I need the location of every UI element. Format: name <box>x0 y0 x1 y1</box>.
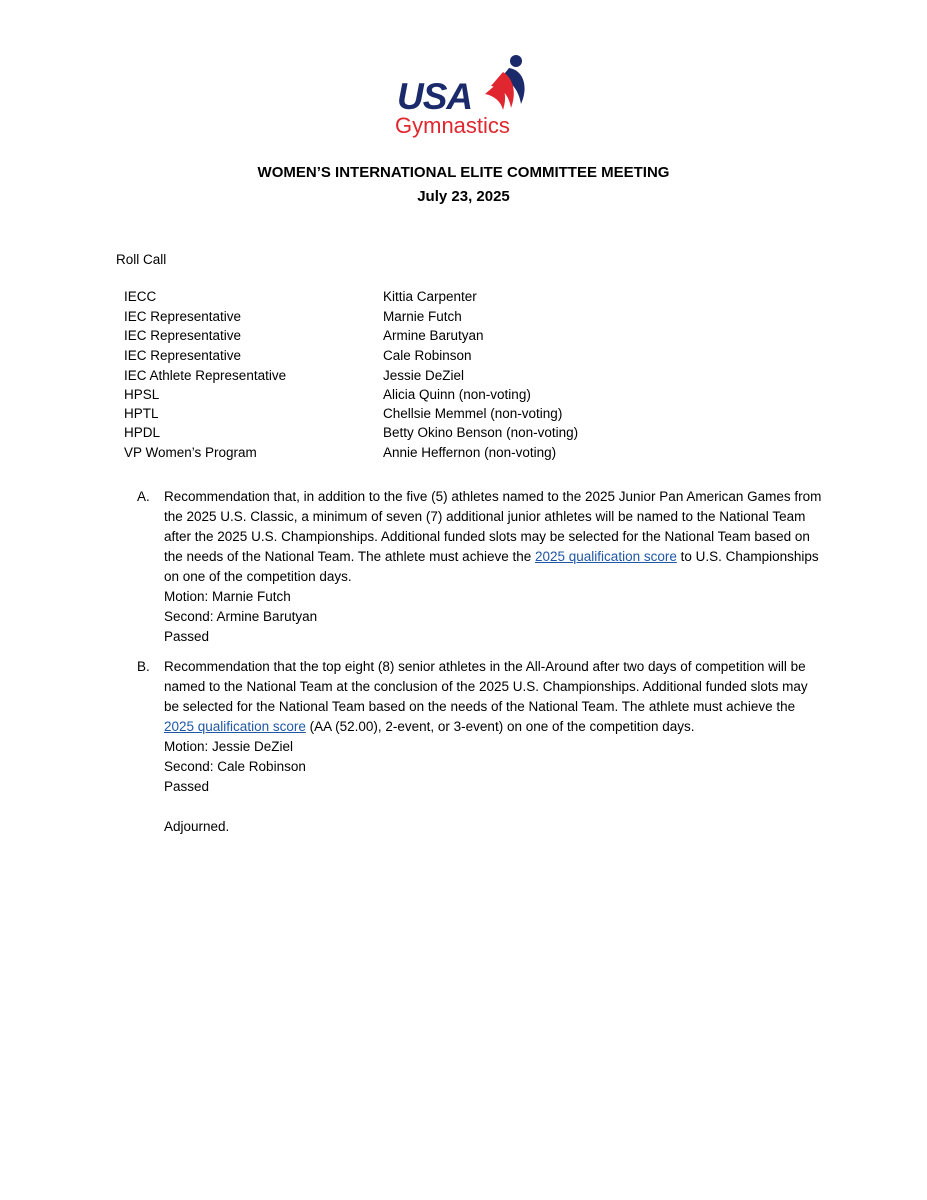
item-letter: A. <box>137 489 150 504</box>
member-role: IEC Representative <box>124 328 242 344</box>
qualification-score-link[interactable]: 2025 qualification score <box>164 719 306 734</box>
recommendation-text <box>164 487 824 587</box>
member-name: Alicia Quinn (non-voting) <box>383 386 531 402</box>
second-line: Second: Cale Robinson <box>164 759 306 774</box>
gymnast-swoosh-icon <box>483 52 533 114</box>
member-role: IECC <box>124 289 157 304</box>
item-letter: B. <box>137 659 150 674</box>
member-role: HPTL <box>124 406 159 422</box>
page-title: WOMEN’S INTERNATIONAL ELITE COMMITTEE MEETING <box>257 164 670 181</box>
logo-usa-text: USA <box>397 76 473 117</box>
roll-call-heading: Roll Call <box>116 252 167 267</box>
member-role: IEC Representative <box>124 347 242 363</box>
member-name: Armine Barutyan <box>383 328 484 344</box>
recommendation-text-part: Recommendation that, in addition to the five (5) athletes named to the 2025 Junior Pan American Games from the 2025 U.S. Classic, a minimum of seven (7) additional junior athletes will be named to the National Team after the 2025 U.S. Championships. Additional funded slots may be selected for the National Team based on the needs of the National Team. The athlete must achieve the <box>164 489 822 564</box>
member-name: Chellsie Memmel (non-voting) <box>383 406 563 422</box>
recommendation-text-part: to U.S. Championships on one of the competition days. <box>164 549 819 584</box>
recommendation-text <box>164 657 824 737</box>
motion-line: Motion: Marnie Futch <box>164 589 291 604</box>
member-name: Annie Heffernon (non-voting) <box>383 444 557 460</box>
member-name: Kittia Carpenter <box>383 289 477 304</box>
recommendation-text-part: Recommendation that the top eight (8) senior athletes in the All-Around after two days of competition will be named to the National Team at the conclusion of the 2025 U.S. Championships. Additional funded slots may be selected for the National Team based on the needs of the National Team. The athlete must achieve the <box>164 659 808 714</box>
member-role: HPSL <box>124 386 160 402</box>
second-line: Second: Armine Barutyan <box>164 609 318 624</box>
recommendation-body <box>164 657 824 797</box>
member-name: Cale Robinson <box>383 347 472 363</box>
recommendation-text-part: (AA (52.00), 2-event, or 3-event) on one of the competition days. <box>305 719 695 734</box>
result-line: Passed <box>164 629 210 644</box>
member-role: VP Women’s Program <box>124 444 257 460</box>
member-role: IEC Representative <box>124 309 242 325</box>
member-name: Jessie DeZiel <box>383 367 465 383</box>
member-name: Betty Okino Benson (non-voting) <box>383 425 579 441</box>
meeting-date: July 23, 2025 <box>417 188 510 205</box>
motion-line: Motion: Jessie DeZiel <box>164 739 294 754</box>
logo-gymnastics-text: Gymnastics <box>395 113 510 138</box>
recommendation-body <box>164 487 824 647</box>
result-line: Passed <box>164 779 210 794</box>
usa-gymnastics-logo <box>393 52 535 142</box>
adjourned-text: Adjourned. <box>164 819 230 834</box>
qualification-score-link[interactable]: 2025 qualification score <box>535 549 677 564</box>
member-role: IEC Athlete Representative <box>124 367 287 383</box>
member-role: HPDL <box>124 425 161 441</box>
member-name: Marnie Futch <box>383 309 462 325</box>
